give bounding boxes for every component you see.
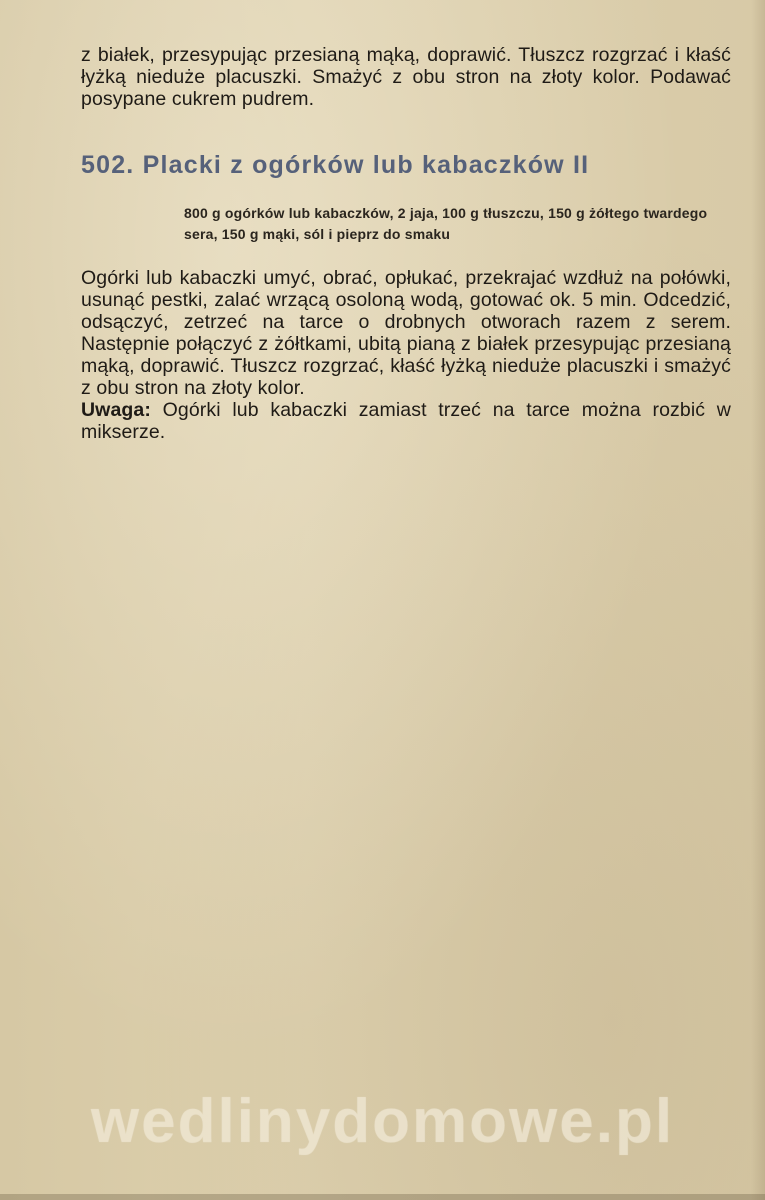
page-edge-shadow — [751, 0, 765, 1200]
note-text: Ogórki lub kabaczki zamiast trzeć na tarce można rozbić w mikserze. — [81, 399, 731, 443]
intro-paragraph: z białek, przesypując przesianą mąką, doprawić. Tłuszcz rozgrzać i kłaść łyżką nieduże placuszki. Smażyć z obu stron na złoty kolor. Podawać posypane cukrem pudrem. — [81, 44, 731, 110]
note-paragraph — [81, 399, 731, 443]
method-paragraph: Ogórki lub kabaczki umyć, obrać, opłukać, przekrajać wzdłuż na połówki, usunąć pestki, zalać wrzącą osoloną wodą, gotować ok. 5 min. Odcedzić, odsączyć, zetrzeć na tarce o drobnych otworach razem z serem. Następnie połączyć z żółtkami, ubitą pianą z białek przesypując przesianą mąką, doprawić. Tłuszcz rozgrzać, kłaść łyżką nieduże placuszki i smażyć z obu stron na złoty kolor. — [81, 267, 731, 399]
ingredients-list: 800 g ogórków lub kabaczków, 2 jaja, 100 g tłuszczu, 150 g żółtego twardego sera, 150 g mąki, sól i pieprz do smaku — [184, 205, 708, 242]
recipe-title: 502. Placki z ogórków lub kabaczków II — [81, 151, 590, 179]
page-content — [81, 44, 731, 443]
watermark: wedlinydomowe.pl — [90, 1087, 675, 1156]
page-bottom-edge — [0, 1194, 765, 1200]
note-label: Uwaga: — [81, 399, 151, 421]
